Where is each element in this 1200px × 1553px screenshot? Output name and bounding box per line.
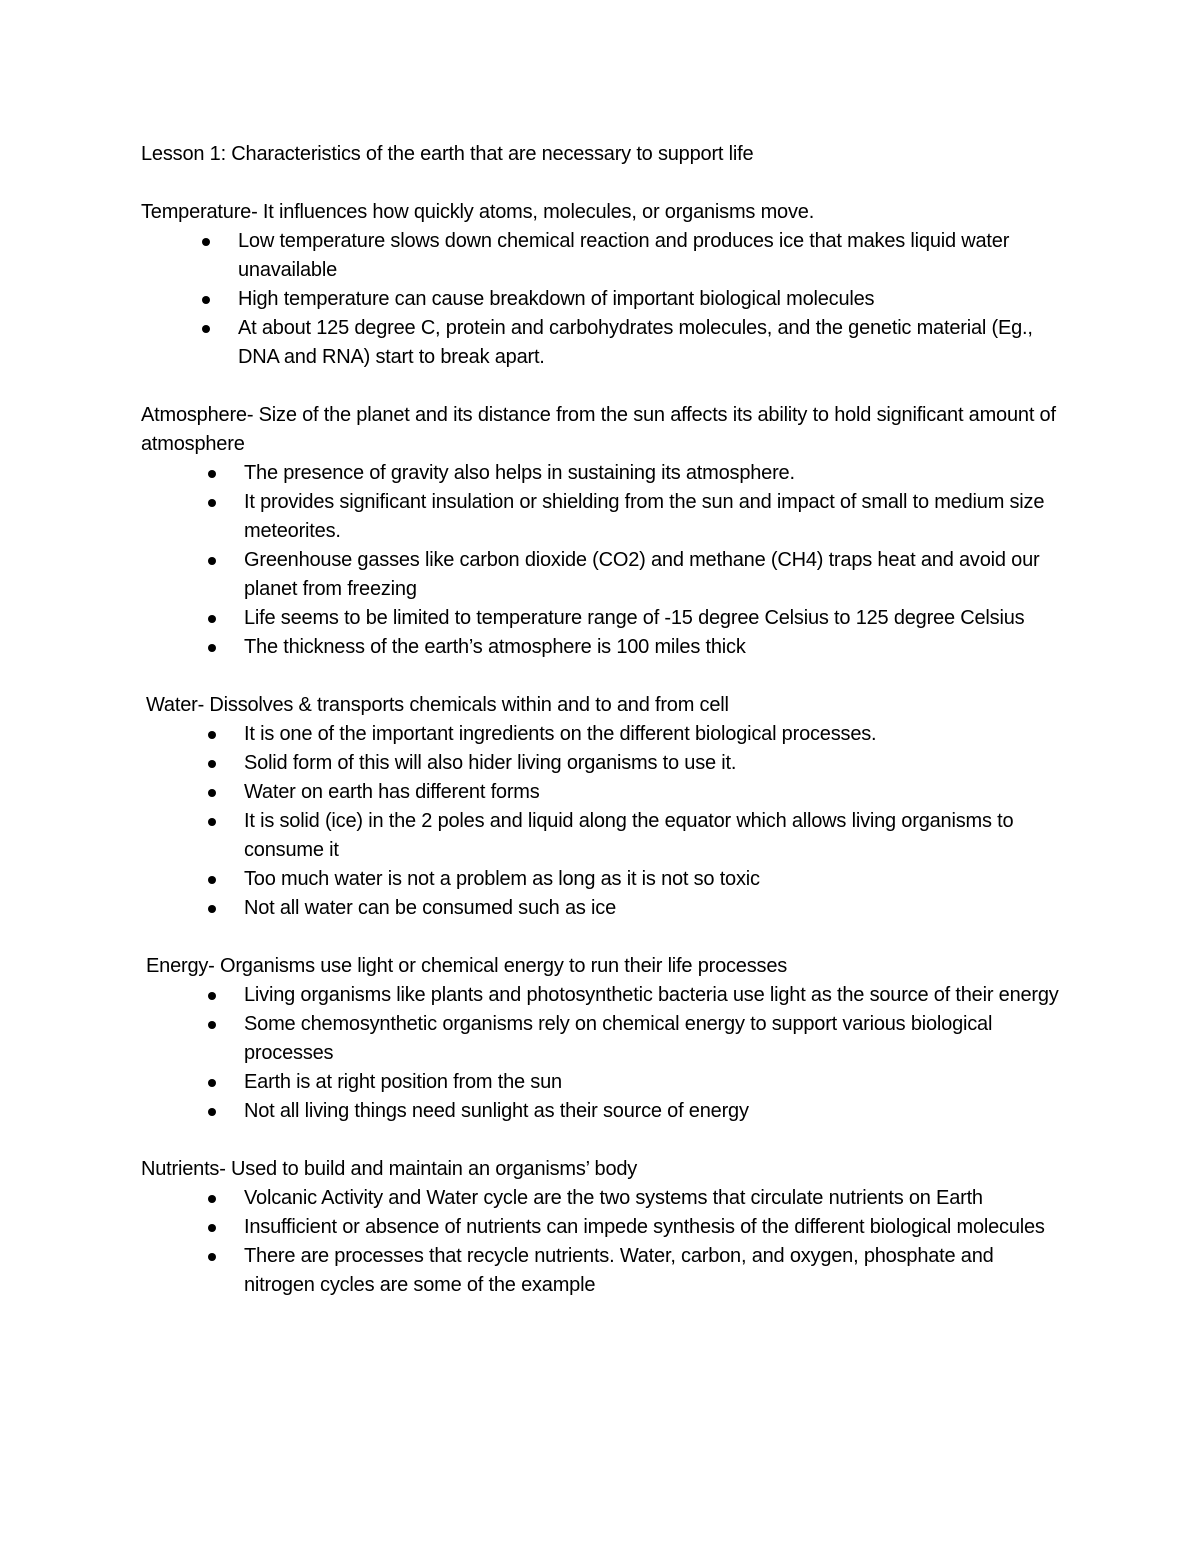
section-heading-water: Water- Dissolves & transports chemicals within and to and from cell: [146, 694, 729, 716]
bullet-icon: [208, 499, 216, 507]
section-energy: [141, 952, 1071, 1126]
bullet-icon: [208, 1108, 216, 1116]
list-item: [141, 894, 1071, 923]
list-item-text: Earth is at right position from the sun: [244, 1071, 562, 1093]
section-temperature: [141, 198, 1071, 372]
bullet-icon: [208, 1253, 216, 1261]
list-item: [141, 1010, 1071, 1068]
section-atmosphere: [141, 401, 1071, 662]
bullet-list-temperature: [141, 227, 1071, 372]
bullet-icon: [208, 876, 216, 884]
list-item: [141, 778, 1071, 807]
bullet-list-water: [141, 720, 1071, 923]
list-item-text: Some chemosynthetic organisms rely on chemical energy to support various biological processes: [244, 1013, 993, 1064]
bullet-icon: [208, 470, 216, 478]
section-nutrients: [141, 1155, 1071, 1300]
list-item-text: Volcanic Activity and Water cycle are the two systems that circulate nutrients on Earth: [244, 1187, 983, 1209]
bullet-icon: [208, 789, 216, 797]
list-item-text: At about 125 degree C, protein and carbohydrates molecules, and the genetic material (Eg., DNA and RNA) start to break apart.: [238, 317, 1033, 368]
bullet-icon: [208, 1021, 216, 1029]
list-item: [141, 314, 1071, 372]
bullet-icon: [208, 557, 216, 565]
section-heading-energy: Energy- Organisms use light or chemical energy to run their life processes: [146, 955, 788, 977]
list-item-text: There are processes that recycle nutrients. Water, carbon, and oxygen, phosphate and nitrogen cycles are some of the example: [244, 1245, 994, 1296]
bullet-icon: [208, 905, 216, 913]
list-item: [141, 546, 1071, 604]
list-item: [141, 459, 1071, 488]
list-item-text: The thickness of the earth’s atmosphere is 100 miles thick: [244, 636, 746, 658]
list-item-text: It is solid (ice) in the 2 poles and liquid along the equator which allows living organisms to consume it: [244, 810, 1014, 861]
bullet-icon: [202, 325, 210, 333]
bullet-list-atmosphere: [141, 459, 1071, 662]
list-item: [141, 807, 1071, 865]
section-heading-temperature: Temperature- It influences how quickly atoms, molecules, or organisms move.: [141, 201, 815, 223]
bullet-icon: [208, 615, 216, 623]
bullet-icon: [208, 644, 216, 652]
bullet-list-nutrients: [141, 1184, 1071, 1300]
list-item: [141, 1213, 1071, 1242]
list-item: [141, 749, 1071, 778]
list-item-text: Insufficient or absence of nutrients can impede synthesis of the different biological molecules: [244, 1216, 1045, 1238]
list-item: [141, 488, 1071, 546]
list-item-text: Greenhouse gasses like carbon dioxide (CO2) and methane (CH4) traps heat and avoid our planet from freezing: [244, 549, 1040, 600]
bullet-icon: [208, 818, 216, 826]
list-item-text: The presence of gravity also helps in sustaining its atmosphere.: [244, 462, 795, 484]
bullet-icon: [208, 731, 216, 739]
list-item: [141, 285, 1071, 314]
bullet-icon: [202, 238, 210, 246]
list-item: [141, 604, 1071, 633]
section-heading-atmosphere: Atmosphere- Size of the planet and its distance from the sun affects its ability to hold significant amount of atmosphere: [141, 404, 1056, 455]
list-item: [141, 1242, 1071, 1300]
document-body: [141, 140, 1071, 1329]
list-item-text: Not all living things need sunlight as their source of energy: [244, 1100, 749, 1122]
list-item: [141, 1097, 1071, 1126]
list-item: [141, 981, 1071, 1010]
bullet-icon: [208, 760, 216, 768]
lesson-title: Lesson 1: Characteristics of the earth that are necessary to support life: [141, 143, 754, 165]
list-item-text: High temperature can cause breakdown of important biological molecules: [238, 288, 875, 310]
list-item-text: Low temperature slows down chemical reaction and produces ice that makes liquid water unavailable: [238, 230, 1010, 281]
list-item-text: It is one of the important ingredients on the different biological processes.: [244, 723, 877, 745]
list-item: [141, 720, 1071, 749]
section-water: [141, 691, 1071, 923]
list-item: [141, 1068, 1071, 1097]
bullet-icon: [208, 992, 216, 1000]
bullet-icon: [208, 1224, 216, 1232]
list-item-text: Not all water can be consumed such as ice: [244, 897, 616, 919]
bullet-icon: [208, 1079, 216, 1087]
bullet-icon: [202, 296, 210, 304]
list-item-text: Solid form of this will also hider living organisms to use it.: [244, 752, 737, 774]
list-item-text: Living organisms like plants and photosynthetic bacteria use light as the source of their energy: [244, 984, 1059, 1006]
bullet-list-energy: [141, 981, 1071, 1126]
list-item-text: It provides significant insulation or shielding from the sun and impact of small to medium size meteorites.: [244, 491, 1045, 542]
list-item-text: Too much water is not a problem as long as it is not so toxic: [244, 868, 760, 890]
list-item: [141, 865, 1071, 894]
section-heading-nutrients: Nutrients- Used to build and maintain an organisms’ body: [141, 1158, 638, 1180]
list-item: [141, 633, 1071, 662]
list-item-text: Water on earth has different forms: [244, 781, 540, 803]
list-item-text: Life seems to be limited to temperature range of -15 degree Celsius to 125 degree Celsius: [244, 607, 1025, 629]
bullet-icon: [208, 1195, 216, 1203]
list-item: [141, 227, 1071, 285]
list-item: [141, 1184, 1071, 1213]
